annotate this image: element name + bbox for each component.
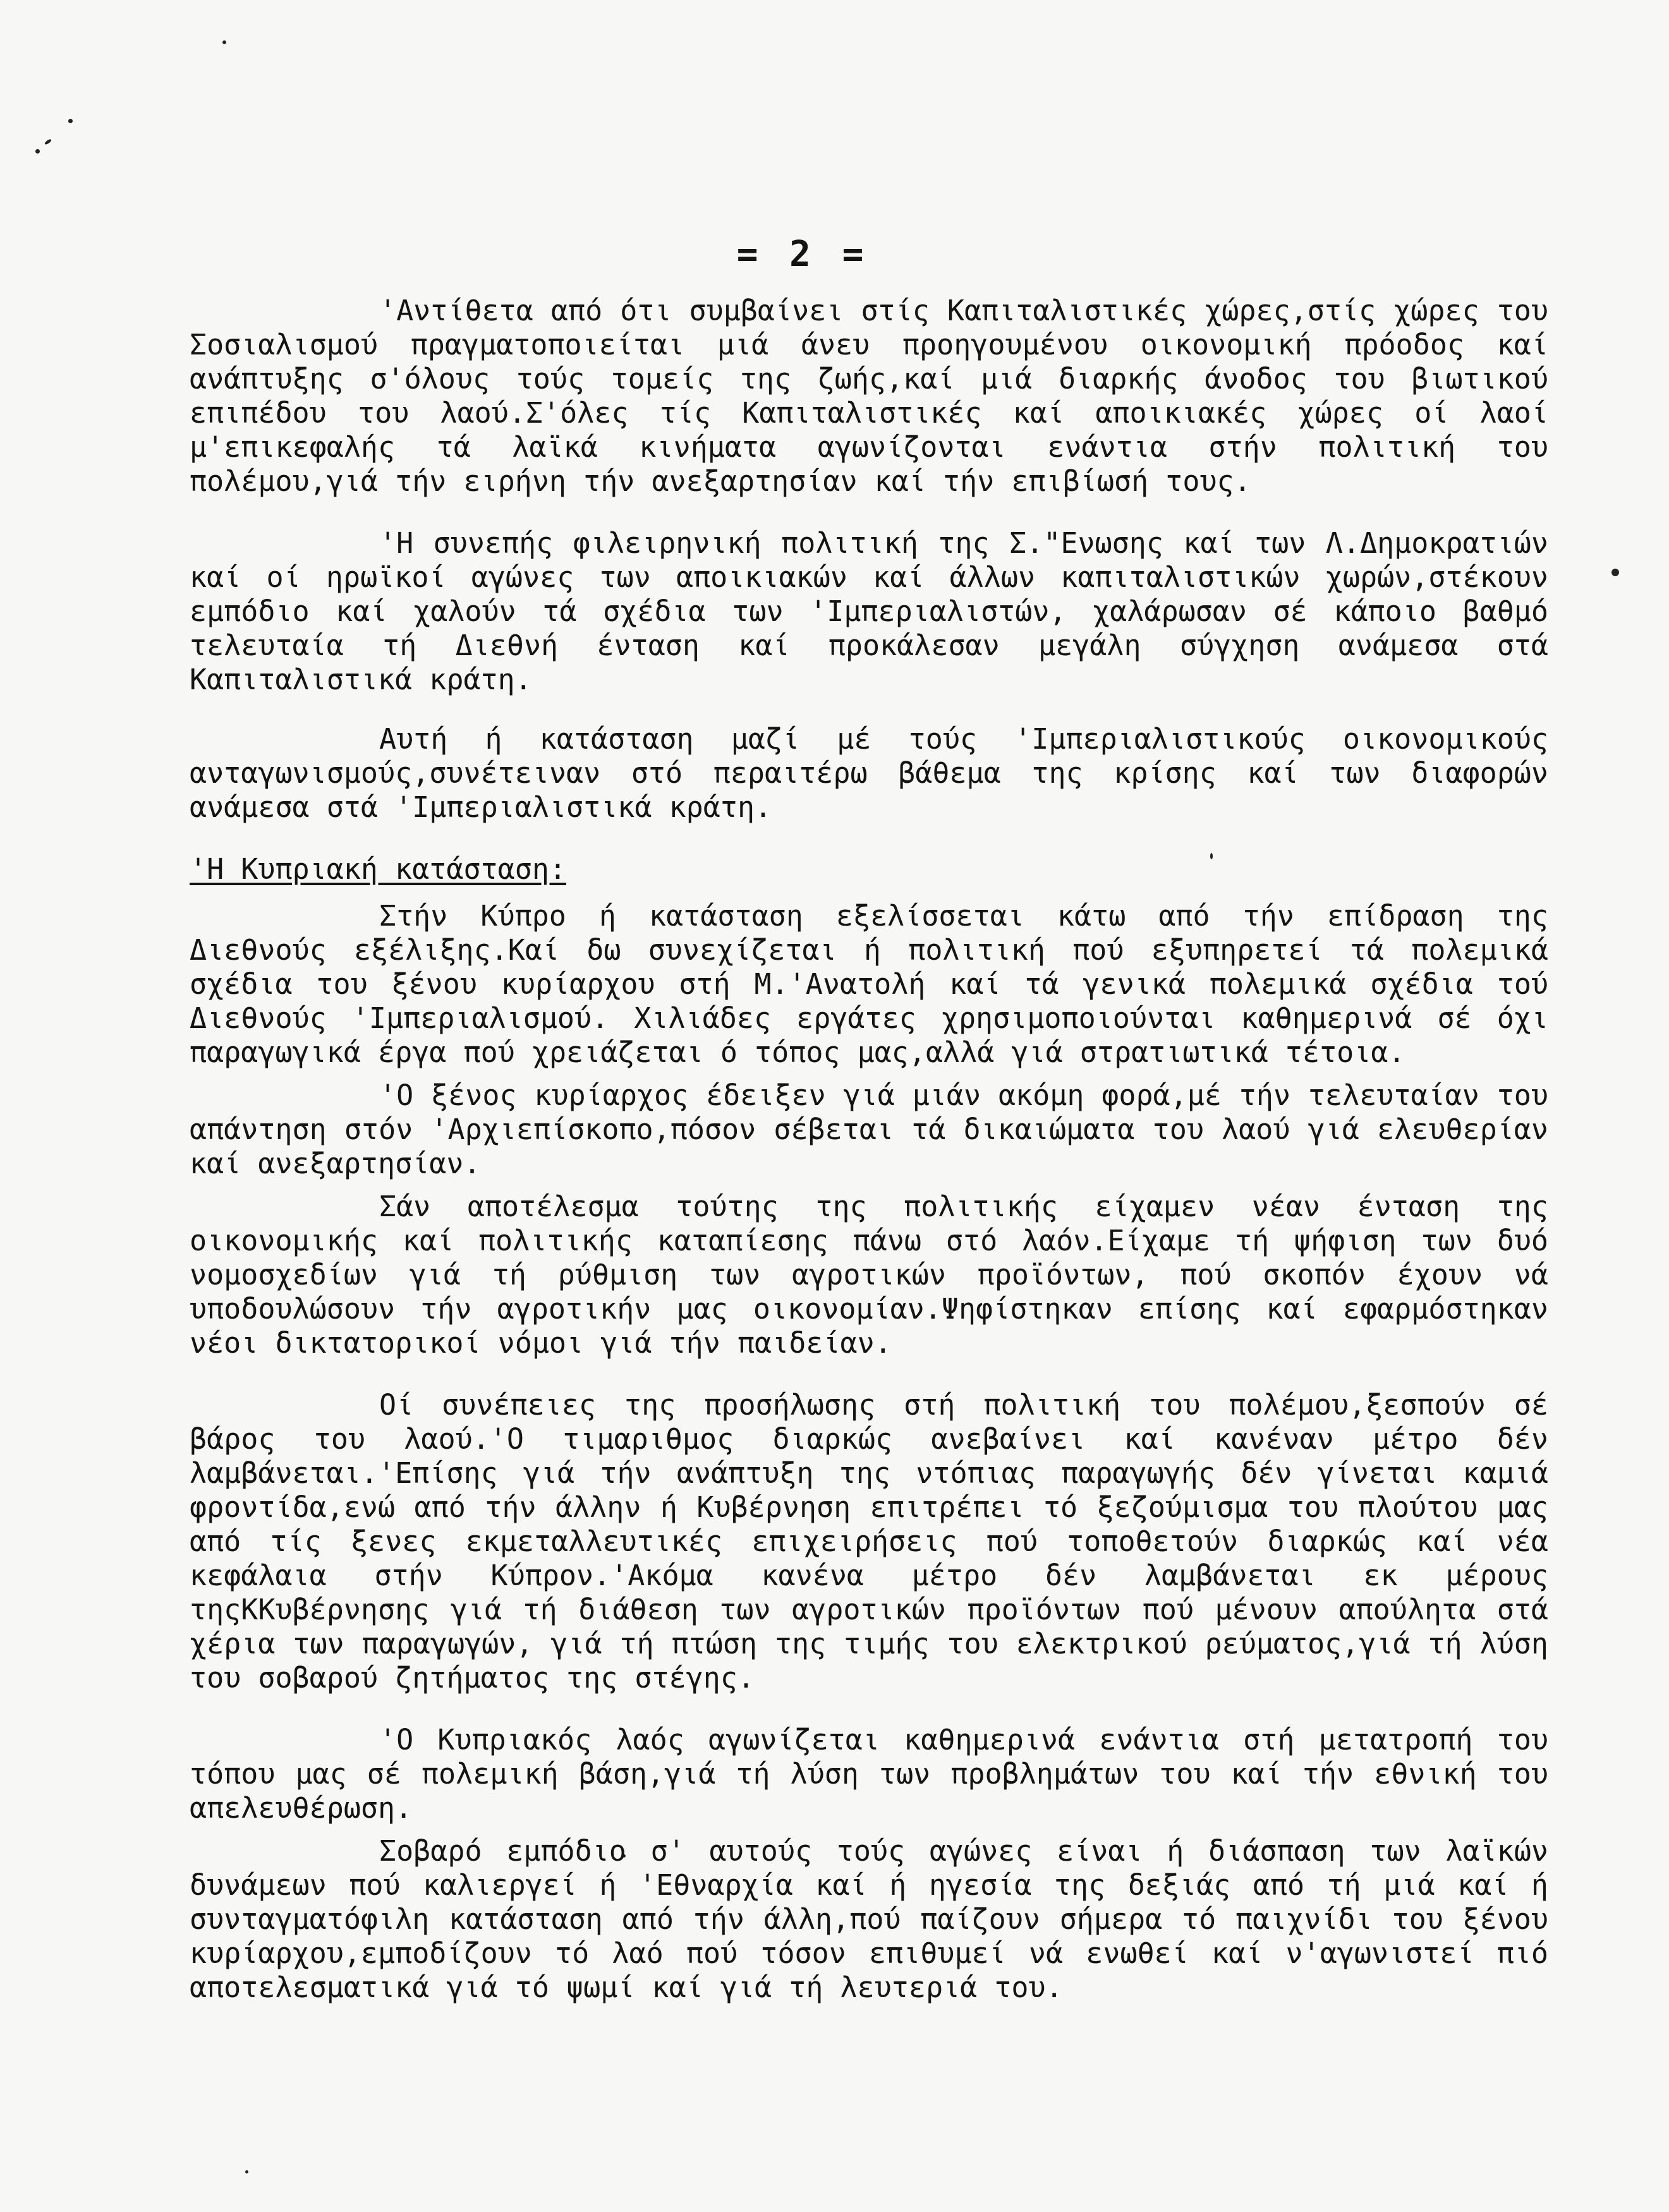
- paragraph: Σάν αποτέλεσμα τούτης της πολιτικής είχαμεν νέαν ένταση της οικονομικής καί πολιτικής καταπίεσης πάνω στό λαόν.Είχαμε τή ψήφιση των δυό νομοσχεδίων γιά τή ρύθμιση των αγροτικών προϊόντων, πού σκοπόν έχουν νά υποδουλώσουν τήν αγροτικήν μας οικονομίαν.Ψηφίστηκαν επίσης καί εφαρμόστηκαν νέοι δικτατορικοί νόμοι γιά τήν παιδείαν.: [190, 1190, 1548, 1360]
- scan-speck: [1611, 569, 1619, 576]
- scan-speck: [44, 138, 52, 145]
- scan-speck: [245, 2170, 248, 2173]
- page-number: = 2 =: [736, 234, 869, 275]
- paragraph: 'Ο Κυπριακός λαός αγωνίζεται καθημερινά ενάντια στή μετατροπή του τόπου μας σέ πολεμική βάση,γιά τή λύση των προβλημάτων του καί τήν εθνική του απελευθέρωση.: [190, 1723, 1548, 1825]
- paragraph: 'Ο ξένος κυρίαρχος έδειξεν γιά μιάν ακόμη φορά,μέ τήν τελευταίαν του απάντηση στόν 'Αρχιεπίσκοπο,πόσον σέβεται τά δικαιώματα του λαού γιά ελευθερίαν καί ανεξαρτησίαν.: [190, 1079, 1548, 1180]
- section-heading: 'Η Κυπριακή κατάσταση:: [190, 852, 567, 886]
- scan-speck: [222, 40, 226, 44]
- paragraph: 'Η συνεπής φιλειρηνική πολιτική της Σ."Ενωσης καί των Λ.Δημοκρατιών καί οί ηρωϊκοί αγώνες των αποικιακών καί άλλων καπιταλιστικών χωρών,στέκουν εμπόδιο καί χαλούν τά σχέδια των 'Ιμπεριαλιστών, χαλάρωσαν σέ κάποιο βαθμό τελευταία τή Διεθνή ένταση καί προκάλεσαν μεγάλη σύγχηση ανάμεσα στά Καπιταλιστικά κράτη.: [190, 526, 1548, 696]
- paragraph: 'Αντίθετα από ότι συμβαίνει στίς Καπιταλιστικές χώρες,στίς χώρες του Σοσιαλισμού πραγματοποιείται μιά άνευ προηγουμένου οικονομική πρόοδος καί ανάπτυξης σ'όλους τούς τομείς της ζωής,καί μιά διαρκής άνοδος του βιωτικού επιπέδου του λαού.Σ'όλες τίς Καπιταλιστικές καί αποικιακές χώρες οί λαοί μ'επικεφαλής τά λαϊκά κινήματα αγωνίζονται ενάντια στήν πολιτική του πολέμου,γιά τήν ειρήνη τήν ανεξαρτησίαν καί τήν επιβίωσή τους.: [190, 294, 1548, 498]
- document-body: [190, 294, 1548, 2033]
- paragraph: Σοβαρό εμπόδιο σ' αυτούς τούς αγώνες είναι ή διάσπαση των λαϊκών δυνάμεων πού καλιεργεί ή 'Εθναρχία καί ή ηγεσία της δεξιάς από τή μιά καί ή συνταγματόφιλη κατάσταση από τήν άλλη,πού παίζουν σήμερα τό παιχνίδι του ξένου κυρίαρχου,εμποδίζουν τό λαό πού τόσον επιθυμεί νά ενωθεί καί ν'αγωνιστεί πιό αποτελεσματικά γιά τό ψωμί καί γιά τή λευτεριά του.: [190, 1834, 1548, 2004]
- paragraph: Στήν Κύπρο ή κατάσταση εξελίσσεται κάτω από τήν επίδραση της Διεθνούς εξέλιξης.Καί δω συνεχίζεται ή πολιτική πού εξυπηρετεί τά πολεμικά σχέδια του ξένου κυρίαρχου στή Μ.'Ανατολή καί τά γενικά πολεμικά σχέδια τού Διεθνούς 'Ιμπεριαλισμού. Χιλιάδες εργάτες χρησιμοποιούνται καθημερινά σέ όχι παραγωγικά έργα πού χρειάζεται ό τόπος μας,αλλά γιά στρατιωτικά τέτοια.: [190, 899, 1548, 1069]
- scan-speck: [68, 119, 73, 123]
- paragraph: Αυτή ή κατάσταση μαζί μέ τούς 'Ιμπεριαλιστικούς οικονομικούς ανταγωνισμούς,συνέτειναν στό περαιτέρω βάθεμα της κρίσης καί των διαφορών ανάμεσα στά 'Ιμπεριαλιστικά κράτη.: [190, 722, 1548, 824]
- scan-speck: [35, 149, 40, 154]
- paragraph: Οί συνέπειες της προσήλωσης στή πολιτική του πολέμου,ξεσπούν σέ βάρος του λαού.'Ο τιμαριθμος διαρκώς ανεβαίνει καί κανέναν μέτρο δέν λαμβάνεται.'Επίσης γιά τήν ανάπτυξη της ντόπιας παραγωγής δέν γίνεται καμιά φροντίδα,ενώ από τήν άλλην ή Κυβέρνηση επιτρέπει τό ξεζούμισμα του πλούτου μας από τίς ξενες εκμεταλλευτικές επιχειρήσεις πού τοποθετούν διαρκώς καί νέα κεφάλαια στήν Κύπρον.'Ακόμα κανένα μέτρο δέν λαμβάνεται εκ μέρους τηςΚΚυβέρνησης γιά τή διάθεση των αγροτικών προϊόντων πού μένουν απούλητα στά χέρια των παραγωγών, γιά τή πτώση της τιμής του ελεκτρικού ρεύματος,γιά τή λύση του σοβαρού ζητήματος της στέγης.: [190, 1388, 1548, 1695]
